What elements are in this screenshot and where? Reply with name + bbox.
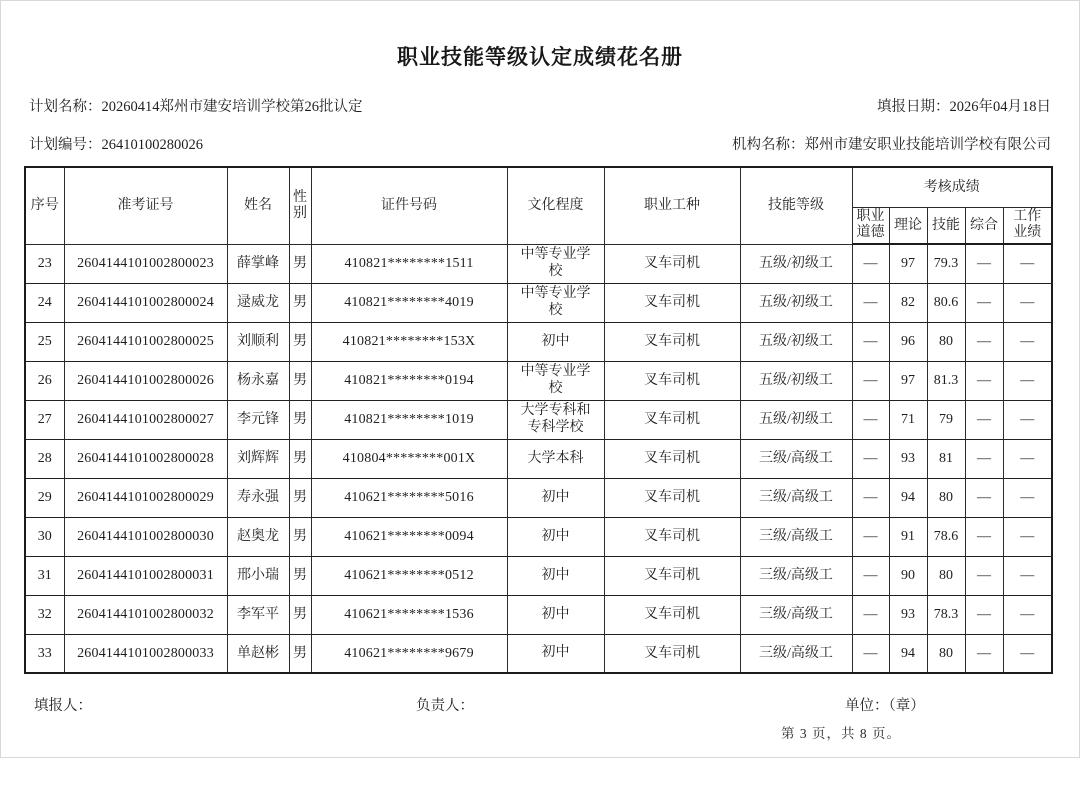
meta-row-1 [29, 95, 1051, 116]
cell-ethics-score: — [852, 634, 889, 673]
cell-ethics-score: — [852, 478, 889, 517]
cell-serial: 27 [25, 400, 64, 439]
cell-skill-score: 80 [927, 556, 965, 595]
cell-comprehensive-score: — [965, 517, 1003, 556]
table-row [25, 244, 1052, 283]
cell-serial: 26 [25, 361, 64, 400]
cell-work-score: — [1003, 517, 1052, 556]
page-title: 职业技能等级认定成绩花名册 [397, 46, 683, 69]
cell-name: 李军平 [227, 595, 289, 634]
cell-ticket: 2604144101002800026 [64, 361, 227, 400]
cell-skill-level: 三级/高级工 [740, 634, 852, 673]
page-number: 第 3 页，共 8 页。 [781, 726, 901, 741]
roster-table-body [25, 244, 1052, 673]
cell-serial: 29 [25, 478, 64, 517]
cell-id-number: 410621********1536 [311, 595, 507, 634]
cell-work-score: — [1003, 322, 1052, 361]
cell-comprehensive-score: — [965, 283, 1003, 322]
cell-skill-score: 79.3 [927, 244, 965, 283]
cell-name: 单赵彬 [227, 634, 289, 673]
table-row [25, 634, 1052, 673]
cell-ticket: 2604144101002800032 [64, 595, 227, 634]
table-row [25, 361, 1052, 400]
cell-name: 赵奥龙 [227, 517, 289, 556]
cell-comprehensive-score: — [965, 595, 1003, 634]
plan-code [29, 133, 203, 154]
cell-ethics-score: — [852, 595, 889, 634]
cell-skill-level: 五级/初级工 [740, 244, 852, 283]
fill-date-value: 2026年04月18日 [949, 99, 1051, 115]
cell-ethics-score: — [852, 400, 889, 439]
cell-ticket: 2604144101002800024 [64, 283, 227, 322]
cell-theory-score: 96 [889, 322, 927, 361]
cell-name: 逯威龙 [227, 283, 289, 322]
cell-skill-level: 五级/初级工 [740, 361, 852, 400]
cell-id-number: 410621********9679 [311, 634, 507, 673]
cell-gender: 男 [289, 283, 311, 322]
cell-education: 初中 [507, 595, 604, 634]
cell-name: 刘辉辉 [227, 439, 289, 478]
cell-occupation: 叉车司机 [604, 478, 740, 517]
table-row [25, 322, 1052, 361]
cell-id-number: 410821********153X [311, 322, 507, 361]
cell-name: 杨永嘉 [227, 361, 289, 400]
cell-ticket: 2604144101002800028 [64, 439, 227, 478]
cell-education: 初中 [507, 478, 604, 517]
cell-name: 李元锋 [227, 400, 289, 439]
cell-skill-score: 81 [927, 439, 965, 478]
table-row [25, 400, 1052, 439]
cell-theory-score: 71 [889, 400, 927, 439]
cell-work-score: — [1003, 244, 1052, 283]
cell-serial: 31 [25, 556, 64, 595]
cell-id-number: 410821********1511 [311, 244, 507, 283]
cell-education: 大学专科和专科学校 [507, 400, 604, 439]
cell-skill-level: 五级/初级工 [740, 283, 852, 322]
cell-comprehensive-score: — [965, 400, 1003, 439]
cell-ticket: 2604144101002800023 [64, 244, 227, 283]
cell-skill-level: 三级/高级工 [740, 556, 852, 595]
cell-ticket: 2604144101002800031 [64, 556, 227, 595]
cell-theory-score: 97 [889, 244, 927, 283]
cell-gender: 男 [289, 322, 311, 361]
cell-skill-score: 80.6 [927, 283, 965, 322]
cell-occupation: 叉车司机 [604, 556, 740, 595]
org-name [732, 133, 1051, 154]
manager-label: 负责人： [416, 698, 474, 715]
cell-id-number: 410621********0094 [311, 517, 507, 556]
cell-occupation: 叉车司机 [604, 595, 740, 634]
table-row [25, 439, 1052, 478]
cell-theory-score: 94 [889, 634, 927, 673]
header-name: 姓名 [227, 167, 289, 244]
cell-skill-score: 80 [927, 322, 965, 361]
table-row [25, 478, 1052, 517]
cell-skill-level: 三级/高级工 [740, 517, 852, 556]
header-work: 工作业绩 [1003, 207, 1052, 244]
cell-education: 初中 [507, 322, 604, 361]
cell-ticket: 2604144101002800029 [64, 478, 227, 517]
cell-serial: 32 [25, 595, 64, 634]
cell-occupation: 叉车司机 [604, 439, 740, 478]
fill-date [877, 95, 1051, 116]
cell-comprehensive-score: — [965, 478, 1003, 517]
header-theory: 理论 [889, 207, 927, 244]
cell-work-score: — [1003, 361, 1052, 400]
cell-skill-score: 80 [927, 634, 965, 673]
table-row [25, 595, 1052, 634]
cell-id-number: 410621********0512 [311, 556, 507, 595]
cell-education: 初中 [507, 556, 604, 595]
cell-gender: 男 [289, 361, 311, 400]
cell-occupation: 叉车司机 [604, 361, 740, 400]
cell-skill-score: 79 [927, 400, 965, 439]
header-comprehensive: 综合 [965, 207, 1003, 244]
table-row [25, 517, 1052, 556]
cell-skill-level: 五级/初级工 [740, 400, 852, 439]
roster-document [1, 41, 1079, 797]
cell-theory-score: 97 [889, 361, 927, 400]
cell-occupation: 叉车司机 [604, 283, 740, 322]
cell-gender: 男 [289, 400, 311, 439]
cell-serial: 23 [25, 244, 64, 283]
cell-id-number: 410821********0194 [311, 361, 507, 400]
cell-education: 中等专业学校 [507, 244, 604, 283]
cell-serial: 24 [25, 283, 64, 322]
cell-comprehensive-score: — [965, 634, 1003, 673]
header-score-group: 考核成绩 [852, 167, 1052, 207]
cell-ticket: 2604144101002800027 [64, 400, 227, 439]
fill-date-label: 填报日期： [877, 99, 950, 115]
cell-name: 刘顺利 [227, 322, 289, 361]
cell-theory-score: 94 [889, 478, 927, 517]
cell-serial: 28 [25, 439, 64, 478]
cell-serial: 33 [25, 634, 64, 673]
cell-education: 初中 [507, 517, 604, 556]
header-skill-level: 技能等级 [740, 167, 852, 244]
cell-serial: 30 [25, 517, 64, 556]
cell-work-score: — [1003, 439, 1052, 478]
unit-seal-label: 单位：（章） [845, 698, 925, 715]
cell-education: 中等专业学校 [507, 283, 604, 322]
cell-ticket: 2604144101002800033 [64, 634, 227, 673]
cell-skill-score: 78.6 [927, 517, 965, 556]
header-ethics: 职业道德 [852, 207, 889, 244]
cell-name: 邢小瑞 [227, 556, 289, 595]
cell-work-score: — [1003, 400, 1052, 439]
org-name-value: 郑州市建安职业技能培训学校有限公司 [804, 137, 1051, 153]
cell-work-score: — [1003, 634, 1052, 673]
cell-skill-level: 三级/高级工 [740, 478, 852, 517]
cell-theory-score: 82 [889, 283, 927, 322]
cell-id-number: 410821********4019 [311, 283, 507, 322]
cell-skill-score: 78.3 [927, 595, 965, 634]
cell-comprehensive-score: — [965, 556, 1003, 595]
table-row [25, 283, 1052, 322]
cell-occupation: 叉车司机 [604, 244, 740, 283]
cell-skill-level: 三级/高级工 [740, 595, 852, 634]
header-occupation: 职业工种 [604, 167, 740, 244]
cell-gender: 男 [289, 595, 311, 634]
cell-work-score: — [1003, 556, 1052, 595]
cell-ticket: 2604144101002800025 [64, 322, 227, 361]
plan-name-value: 20260414郑州市建安培训学校第26批认定 [101, 99, 363, 115]
cell-gender: 男 [289, 517, 311, 556]
header-serial: 序号 [25, 167, 64, 244]
cell-occupation: 叉车司机 [604, 634, 740, 673]
roster-table [24, 166, 1053, 674]
cell-work-score: — [1003, 478, 1052, 517]
cell-theory-score: 90 [889, 556, 927, 595]
cell-gender: 男 [289, 478, 311, 517]
cell-ethics-score: — [852, 244, 889, 283]
cell-theory-score: 91 [889, 517, 927, 556]
cell-ticket: 2604144101002800030 [64, 517, 227, 556]
cell-gender: 男 [289, 634, 311, 673]
cell-theory-score: 93 [889, 439, 927, 478]
plan-name-label: 计划名称： [29, 99, 102, 115]
header-id-number: 证件号码 [311, 167, 507, 244]
cell-id-number: 410821********1019 [311, 400, 507, 439]
cell-ethics-score: — [852, 517, 889, 556]
cell-name: 寿永强 [227, 478, 289, 517]
table-row [25, 556, 1052, 595]
cell-comprehensive-score: — [965, 439, 1003, 478]
cell-skill-score: 80 [927, 478, 965, 517]
cell-education: 中等专业学校 [507, 361, 604, 400]
cell-ethics-score: — [852, 283, 889, 322]
cell-ethics-score: — [852, 322, 889, 361]
cell-skill-level: 三级/高级工 [740, 439, 852, 478]
cell-id-number: 410621********5016 [311, 478, 507, 517]
cell-occupation: 叉车司机 [604, 400, 740, 439]
cell-education: 大学本科 [507, 439, 604, 478]
signature-row [29, 694, 1051, 714]
cell-ethics-score: — [852, 439, 889, 478]
cell-comprehensive-score: — [965, 361, 1003, 400]
cell-skill-level: 五级/初级工 [740, 322, 852, 361]
table-header [25, 167, 1052, 244]
header-gender: 性别 [289, 167, 311, 244]
cell-name: 薛掌峰 [227, 244, 289, 283]
cell-work-score: — [1003, 283, 1052, 322]
filler-label: 填报人： [34, 698, 92, 715]
cell-theory-score: 93 [889, 595, 927, 634]
cell-ethics-score: — [852, 361, 889, 400]
cell-gender: 男 [289, 244, 311, 283]
org-name-label: 机构名称： [732, 137, 805, 153]
cell-gender: 男 [289, 439, 311, 478]
cell-occupation: 叉车司机 [604, 322, 740, 361]
cell-serial: 25 [25, 322, 64, 361]
header-skill: 技能 [927, 207, 965, 244]
cell-skill-score: 81.3 [927, 361, 965, 400]
cell-education: 初中 [507, 634, 604, 673]
plan-code-label: 计划编号： [29, 137, 102, 153]
meta-row-2 [29, 133, 1051, 154]
plan-code-value: 26410100280026 [101, 137, 203, 153]
cell-occupation: 叉车司机 [604, 517, 740, 556]
cell-comprehensive-score: — [965, 244, 1003, 283]
header-education: 文化程度 [507, 167, 604, 244]
cell-gender: 男 [289, 556, 311, 595]
cell-ethics-score: — [852, 556, 889, 595]
cell-comprehensive-score: — [965, 322, 1003, 361]
cell-work-score: — [1003, 595, 1052, 634]
plan-name [29, 95, 363, 116]
header-ticket: 准考证号 [64, 167, 227, 244]
cell-id-number: 410804********001X [311, 439, 507, 478]
